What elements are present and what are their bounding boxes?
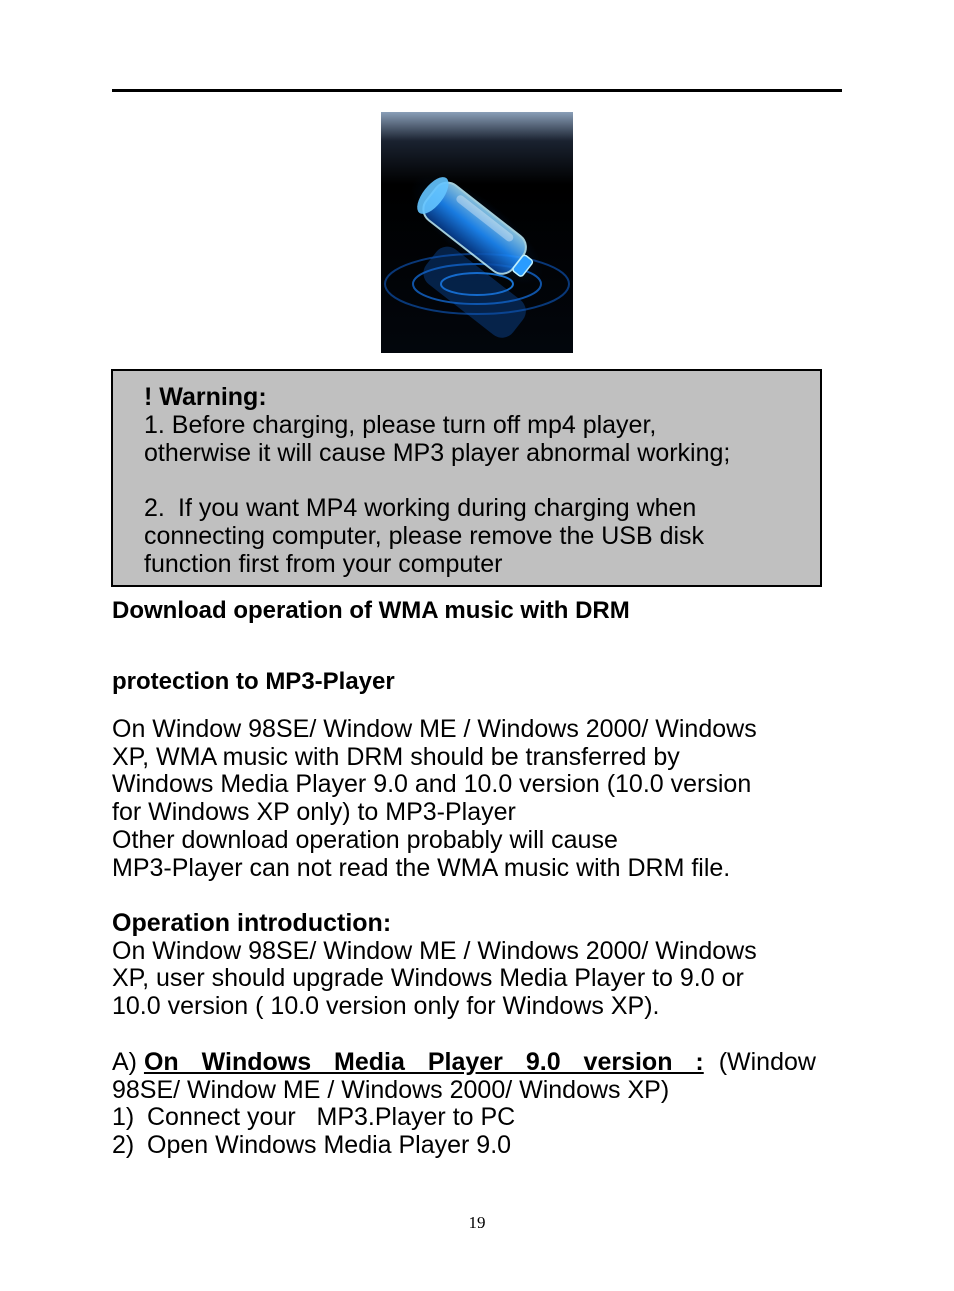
- step-item: [112, 1104, 852, 1132]
- section-a-title: On Windows Media Player 9.0 version :: [143, 1048, 704, 1076]
- section-heading-line-1: Download operation of WMA music with DRM: [112, 597, 630, 624]
- step-text: Connect your MP3.Player to PC: [147, 1103, 516, 1132]
- section-a-suffix: (Window: [718, 1048, 816, 1076]
- section-a: [112, 1049, 852, 1160]
- warning-item-2-text: If you want MP4 working during charging when: [178, 494, 697, 522]
- section-a-prefix: A): [112, 1048, 137, 1076]
- operation-line: On Window 98SE/ Window ME / Windows 2000/ Windows: [112, 936, 757, 965]
- operation-line: XP, user should upgrade Windows Media Player to 9.0 or: [112, 964, 744, 993]
- battery-charging-image: [381, 112, 573, 353]
- intro-line: XP, WMA music with DRM should be transferred by: [112, 742, 680, 771]
- step-number: 2): [112, 1131, 135, 1160]
- section-a-line-2: 98SE/ Window ME / Windows 2000/ Windows XP): [112, 1075, 670, 1104]
- operation-paragraph: [112, 910, 852, 1021]
- warning-item-1-line-2: otherwise it will cause MP3 player abnormal working;: [144, 439, 731, 467]
- header-rule: [112, 89, 842, 92]
- intro-paragraph: [112, 716, 852, 882]
- warning-box: [111, 369, 822, 587]
- operation-title: Operation introduction:: [112, 909, 392, 937]
- section-a-title-line: [112, 1049, 852, 1077]
- operation-line: 10.0 version ( 10.0 version only for Windows XP).: [112, 992, 660, 1021]
- page-number: 19: [468, 1213, 486, 1232]
- warning-item-2-line-2: connecting computer, please remove the USB disk: [144, 522, 705, 550]
- intro-line: for Windows XP only) to MP3-Player: [112, 798, 516, 827]
- intro-line: Other download operation probably will cause: [112, 825, 618, 854]
- intro-line: Windows Media Player 9.0 and 10.0 version (10.0 version: [112, 770, 752, 799]
- step-item: [112, 1132, 852, 1160]
- intro-line: MP3-Player can not read the WMA music with DRM file.: [112, 853, 731, 882]
- warning-item-2-number: 2.: [144, 494, 165, 522]
- step-number: 1): [112, 1103, 135, 1132]
- intro-line: On Window 98SE/ Window ME / Windows 2000/ Windows: [112, 715, 757, 743]
- warning-item-1-line-1: 1. Before charging, please turn off mp4 player,: [144, 411, 657, 439]
- battery-charging-icon: [381, 112, 573, 353]
- warning-item-2-line-1: [144, 494, 810, 522]
- warning-title: ! Warning:: [144, 383, 267, 411]
- warning-item-2-line-3: function first from your computer: [144, 550, 503, 578]
- step-text: Open Windows Media Player 9.0: [147, 1131, 512, 1160]
- section-heading-line-2: protection to MP3-Player: [112, 668, 395, 695]
